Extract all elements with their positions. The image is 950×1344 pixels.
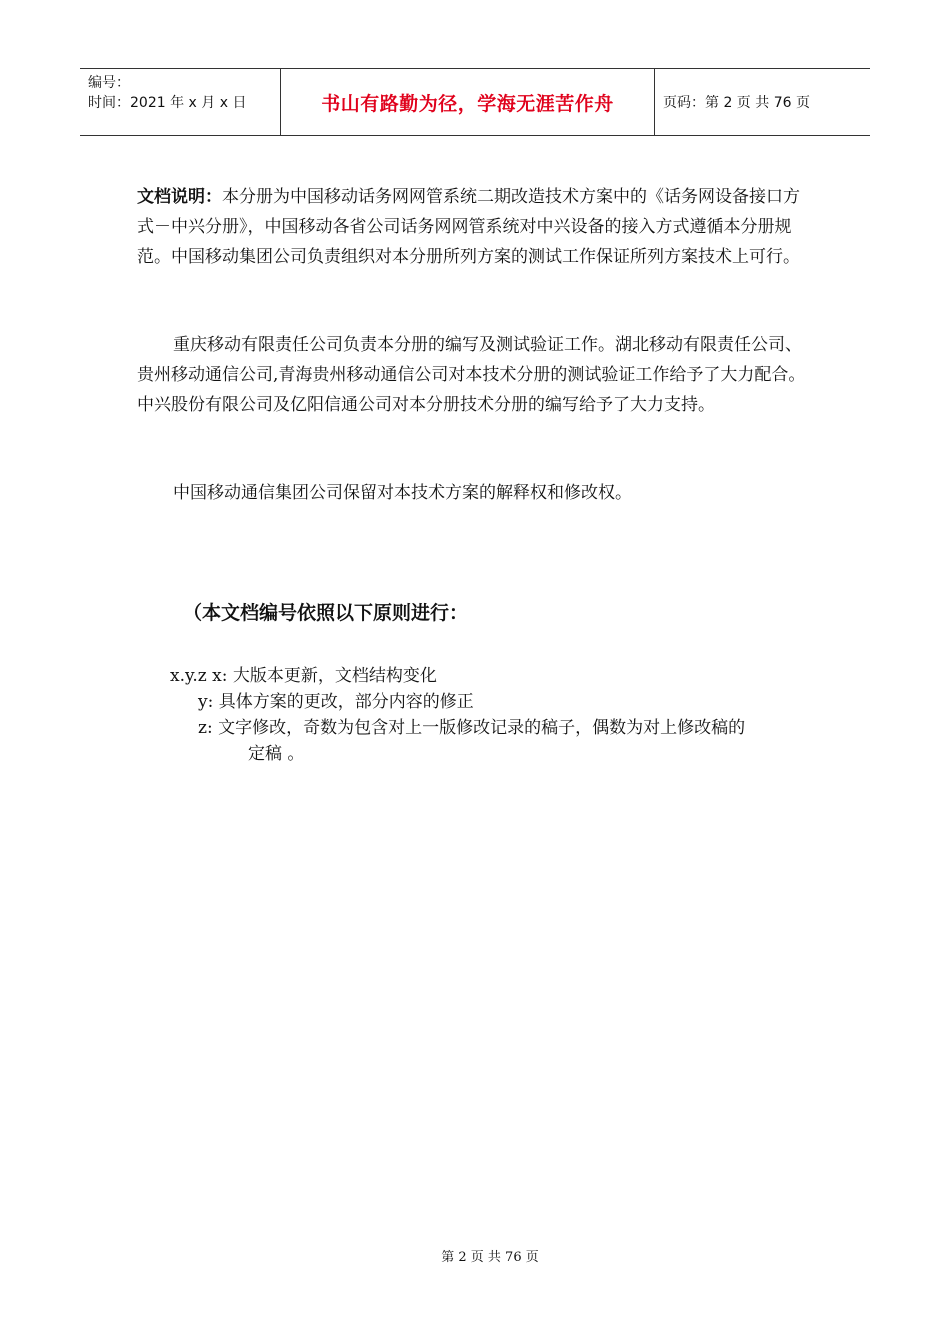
rights-paragraph: 中国移动通信集团公司保留对本技术方案的解释权和修改权。 bbox=[173, 483, 632, 503]
numbering-line-y: y: 具体方案的更改，部分内容的修正 bbox=[198, 692, 474, 712]
header-meta-cell bbox=[80, 69, 281, 135]
doc-note-paragraph bbox=[137, 182, 813, 272]
number-label: 编号： bbox=[88, 75, 130, 91]
time-label: 时间：2021 年 x 月 x 日 bbox=[88, 95, 247, 111]
page-code: 页码：第 2 页 共 76 页 bbox=[663, 95, 810, 111]
header-motto-cell bbox=[281, 69, 655, 135]
numbering-title: （本文档编号依照以下原则进行： bbox=[183, 602, 469, 624]
doc-note-text: 本分册为中国移动话务网网管系统二期改造技术方案中的《话务网设备接口方式－中兴分册》，中国移动各省公司话务网网管系统对中兴设备的接入方式遵循本分册规范。中国移动集团公司负责组织对本分册所列方案的测试工作保证所列方案技术上可行。 bbox=[137, 187, 800, 267]
numbering-line-z-text: z: 文字修改，奇数为包含对上一版修改记录的稿子，偶数为对上修改稿的 bbox=[198, 718, 746, 738]
numbering-line-z-continuation: 定稿 。 bbox=[248, 744, 305, 764]
motto-text: 书山有路勤为径，学海无涯苦作舟 bbox=[321, 92, 614, 115]
header-table bbox=[80, 68, 870, 136]
page-footer: 第 2 页 共 76 页 bbox=[441, 1250, 539, 1265]
acknowledgement-paragraph: 重庆移动有限责任公司负责本分册的编写及测试验证工作。湖北移动有限责任公司、贵州移动通信公司,青海贵州移动通信公司对本技术分册的测试验证工作给予了大力配合。中兴股份有限公司及亿阳信通公司对本分册技术分册的编写给予了大力支持。 bbox=[137, 335, 806, 415]
header-page-cell bbox=[655, 69, 870, 135]
numbering-line-x: x.y.z x: 大版本更新，文档结构变化 bbox=[170, 666, 437, 686]
doc-note-label: 文档说明： bbox=[137, 187, 222, 207]
numbering-line-z bbox=[198, 715, 818, 767]
